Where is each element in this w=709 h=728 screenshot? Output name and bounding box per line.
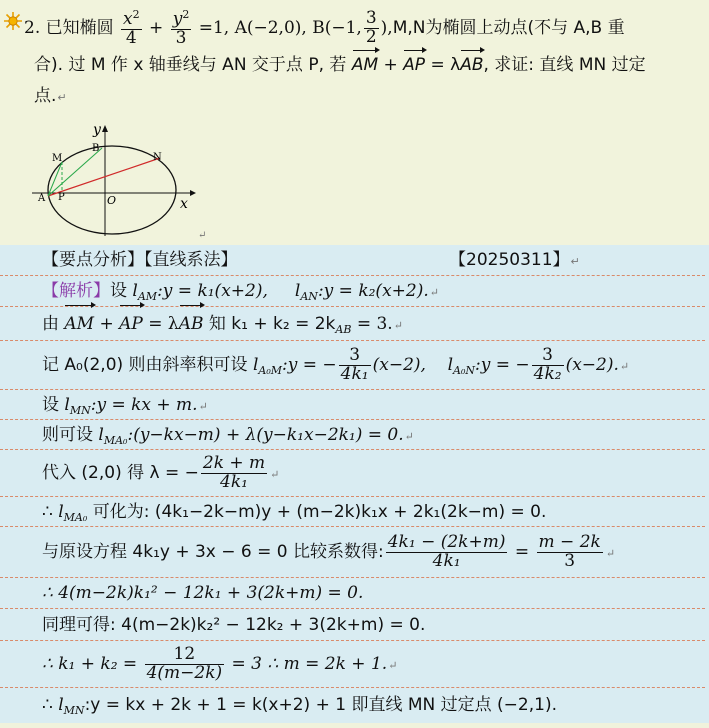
ellipse-figure: [30, 118, 210, 238]
problem-number: 2.: [24, 18, 41, 38]
label-O: O: [107, 194, 117, 207]
solution-row-6: 代入 (2,0) 得 λ = − $\frac{2k + m}{\text{4k₁}}$ ↵: [0, 450, 705, 497]
solution-row-7: ∴ $l_{MA_0}$ 可化为: (4k₁−2k−m)y + (m−2k)k₁x + 2k₁(2k−m) = 0.: [0, 497, 705, 527]
label-x: x: [180, 196, 188, 212]
fraction: $\frac{y^2}{3}$: [172, 8, 190, 48]
solution-row-5: 则可设 $l_{MA_0}:(y-kx-m) + \lambda(y-k_1x-2k_1)$ = 0.↵: [0, 420, 705, 450]
label-B: B: [92, 143, 100, 154]
solution-row-3: 记 A₀(2,0) 则由斜率积可设 $l_{A_0M}:y$ = − $\frac{3}{\text{4k₁}}$ (x−2), $l_{A_0N}:y$ = − $\frac{3}{\text{4k₂}}$ (x−2).↵: [0, 341, 705, 390]
solution-header: [0, 245, 705, 276]
fraction: $\frac{x^2}{4}$: [123, 8, 140, 48]
solution-row-10: 同理可得: 4(m−2k)k₂² − 12k₂ + 3(2k+m) = 0.: [0, 609, 705, 641]
label-P: P: [58, 192, 65, 203]
vector-AM: AM: [352, 52, 378, 78]
solution-row-8: 与原设方程 4k₁y + 3x − 6 = 0 比较系数得: $\frac{\text{4k₁ − (2k+m)}}{\text{4k₁}}$ = $\frac{m - 2k}{3}$ ↵: [0, 527, 705, 578]
problem-line-1: 2. 已知椭圆 $\frac{x^2}{4}$ + $\frac{y^2}{3}$ =1, A(−2,0), B(−1, $\frac{3}{2}$ ),M,N为椭圆上动点(不与 A,B 重: [24, 8, 625, 48]
vector-AP: AP: [403, 52, 425, 78]
fraction: $\frac{3}{2}$: [365, 8, 377, 47]
x-axis-arrow: [190, 190, 196, 196]
problem-line-3: 点.↵: [34, 86, 67, 106]
problem-code: 【20250311】↵: [449, 250, 580, 270]
paragraph-mark: ↵: [198, 230, 207, 238]
solution-row-4: 设 $l_{MN}:y$ = kx + m.↵: [0, 390, 705, 420]
label-M: M: [52, 153, 63, 164]
solution-row-1: 【解析】设 $l_{AM}:y = k_1(x+2)$, $l_{AN}:y$ = k₂(x+2).↵: [0, 276, 705, 307]
solution-row-9: ∴ 4(m−2k)k₁² − 12k₁ + 3(2k+m) = 0.: [0, 578, 705, 609]
section-title: 【要点分析】【直线系法】: [42, 250, 238, 270]
equation-text: =1, A(−2,0), B: [198, 18, 325, 38]
problem-line-2: 合). 过 M 作 x 轴垂线与 AN 交于点 P, 若 AM + AP = λAB, 求证: 直线 MN 过定: [34, 52, 646, 78]
problem-block: [0, 0, 709, 245]
solution-row-12: ∴ $l_{MN}:y$ = kx + 2k + 1 = k(x+2) + 1 即直线 MN 过定点 (−2,1).: [42, 695, 557, 717]
solution-row-2: 由 AM + AP = λAB 知 $k_1 + k_2 = 2k_{AB}$ = 3.↵: [0, 307, 705, 341]
problem-text: M,N为椭圆上动点(不与 A,B 重: [392, 18, 625, 38]
label-N: N: [153, 152, 162, 163]
solution-block: [0, 245, 709, 723]
label-A: A: [38, 193, 46, 204]
analysis-tag: 【解析】: [42, 281, 110, 301]
problem-text: 已知椭圆: [45, 18, 114, 38]
vector-AB: AB: [460, 52, 483, 78]
label-y: y: [93, 122, 101, 138]
sun-bullet-icon: [4, 12, 22, 30]
solution-row-11: ∴ k₁ + k₂ = $\frac{12}{4(m-2k)}$ = 3 ∴ m = 2k + 1.↵: [0, 641, 705, 688]
y-axis-arrow: [102, 125, 108, 132]
line-AN: [48, 158, 160, 196]
